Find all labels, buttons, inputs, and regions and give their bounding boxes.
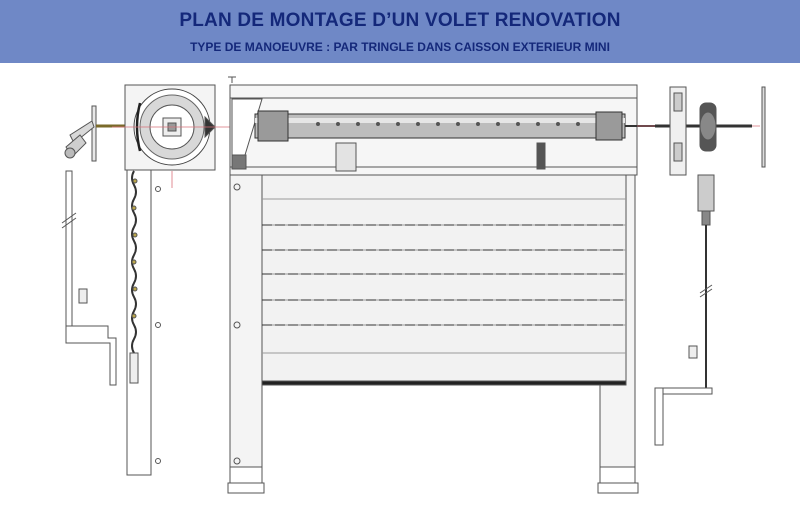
header-banner (0, 0, 800, 63)
base-fixings (228, 483, 638, 493)
page-title: PLAN DE MONTAGE D’UN VOLET RENOVATION (179, 10, 621, 31)
side-view-crank-bracket (62, 106, 130, 385)
front-view-slats (262, 175, 626, 385)
right-side-gear-assembly (637, 87, 765, 388)
right-side-crank (655, 388, 712, 445)
left-guide-rail (230, 175, 262, 491)
side-view-guide-rail (127, 170, 161, 475)
assembly-drawing (0, 63, 800, 518)
page-subtitle: TYPE DE MANOEUVRE : PAR TRINGLE DANS CAISSON EXTERIEUR MINI (190, 40, 610, 54)
